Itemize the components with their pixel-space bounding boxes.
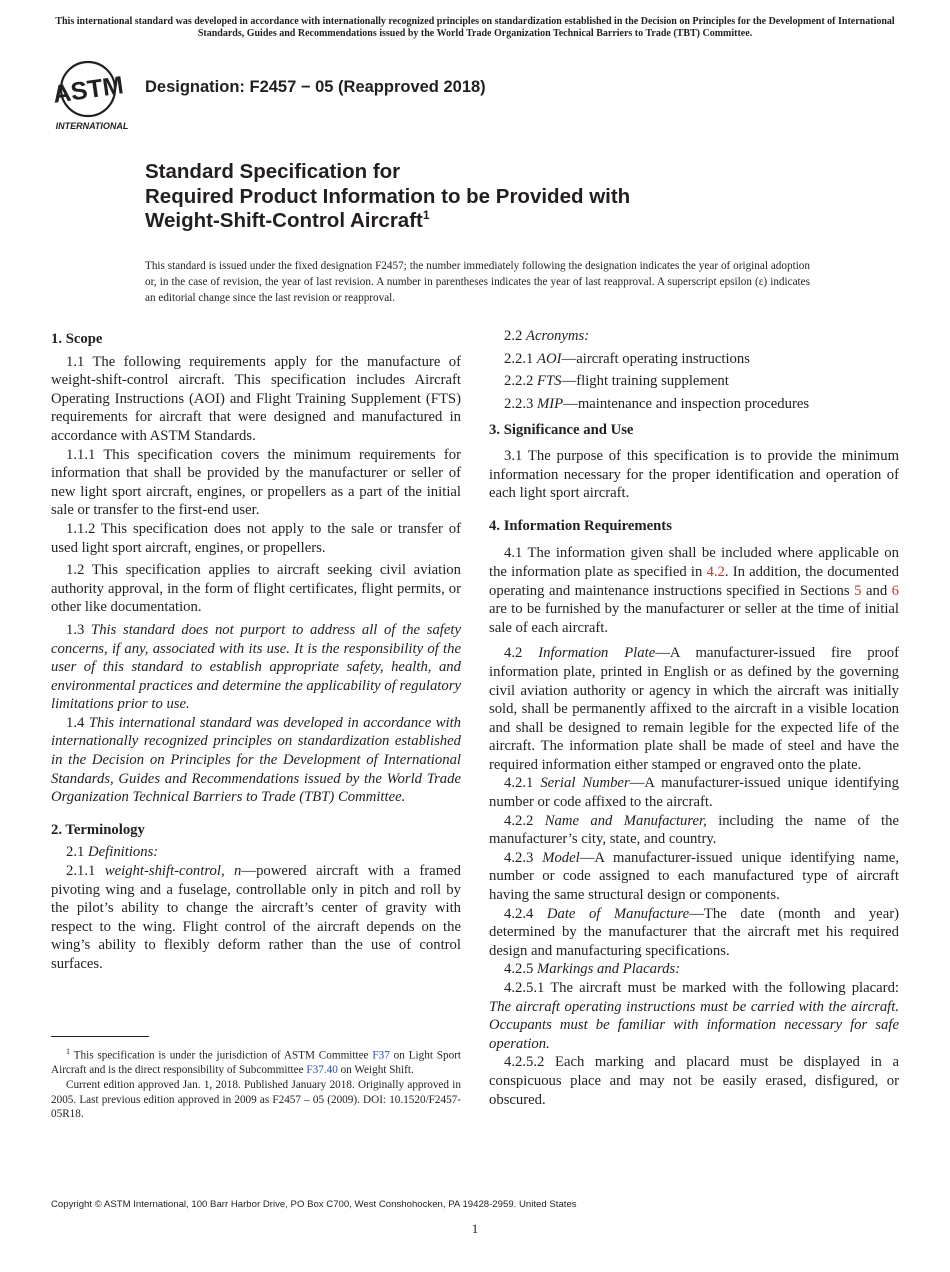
para-2-1: 2.1 Definitions: bbox=[66, 844, 159, 861]
para-1-1-2: 1.1.2 This specification does not apply to the sale or transfer of used light sport aircraft, engines, or propellers. bbox=[51, 520, 461, 556]
copyright-line: Copyright © ASTM International, 100 Barr Harbor Drive, PO Box C700, West Conshohocken, PA 19428-2959. United States bbox=[51, 1199, 577, 1210]
section-heading-significance: 3. Significance and Use bbox=[489, 422, 634, 439]
title-line-3: Weight-Shift-Control Aircraft bbox=[145, 209, 423, 232]
para-1-3: 1.3 This standard does not purport to address all of the safety concerns, if any, associated with its use. It is the responsibility of the user of this standard to establish appropriate safety, health, and environmental practices and determine the applicability of regulatory limitations prior to use. bbox=[51, 621, 462, 713]
para-2-2-1: 2.2.1 AOI—aircraft operating instructions bbox=[504, 350, 750, 367]
para-2-2: 2.2 Acronyms: bbox=[504, 328, 590, 344]
left-column bbox=[51, 330, 461, 974]
para-2-1-1: 2.1.1 weight-shift-control, n—powered aircraft with a framed pivoting wing and a fuselage, controllable only in pitch and roll by the pilot’s ability to change the aircraft’s center of gravity with respect to the wing. Flight control of the aircraft depends on the wing’s ability to flexibly deform rather than the use of control surfaces. bbox=[51, 863, 461, 972]
title-line-1: Standard Specification for bbox=[145, 160, 401, 183]
para-4-2-1: 4.2.1 Serial Number—A manufacturer-issued unique identifying number or code affixed to the aircraft. bbox=[489, 775, 899, 811]
subcommittee-link[interactable]: F37.40 bbox=[306, 1064, 338, 1077]
title-line-2: Required Product Information to be Provided with bbox=[145, 184, 631, 208]
para-3-1: 3.1 The purpose of this specification is to provide the minimum information necessary for the proper identification and operation of each light sport aircraft. bbox=[489, 447, 899, 502]
issue-note: This standard is issued under the fixed designation F2457; the number immediately following the designation indicates the year of original adoption or, in the case of revision, the year of last revision. A number in parentheses indicates the year of last reapproval. A superscript epsilon (ε) indicates an editorial change since the last revision or reapproval. bbox=[145, 260, 810, 304]
section-heading-information-requirements: 4. Information Requirements bbox=[489, 517, 672, 534]
footnote-1: $^1$ This specification is under the jurisdiction of ASTM Committee F37 on Light Sport Aircraft and is the direct responsibility of Subcommittee F37.40 on Weight Shift. bbox=[51, 1047, 462, 1077]
page-number: 1 bbox=[471, 1221, 479, 1236]
para-1-1: 1.1 The following requirements apply for the manufacture of weight-shift-control aircraft. This specification includes Aircraft Operating Instructions (AOI) and Flight Training Supplement (FTS) requirements for aircraft that were designed and manufactured in accordance with ASTM Standards. bbox=[51, 353, 461, 444]
para-2-2-2: 2.2.2 FTS—flight training supplement bbox=[504, 373, 729, 390]
astm-logo bbox=[52, 58, 136, 132]
para-4-2-3: 4.2.3 Model—A manufacturer-issued unique identifying name, number or code assigned to each manufactured type of aircraft having the same structural design or components. bbox=[489, 849, 899, 904]
title-footnote-mark[interactable]: 1 bbox=[422, 208, 430, 223]
para-4-2-5: 4.2.5 Markings and Placards: bbox=[504, 961, 681, 978]
para-1-4: 1.4 This international standard was developed in accordance with internationally recognized principles on standardization established in the Decision on Principles for the Development of International Standards, Guides and Recommendations issued by the World Trade Organization Technical Barriers to Trade (TBT) Committee. bbox=[51, 714, 461, 806]
para-1-1-1: 1.1.1 This specification covers the minimum requirements for information that shall be provided by the manufacturer or seller of new light sport aircraft, engines, or propellers as a part of the initial sale or transfer to the first-end user. bbox=[51, 446, 461, 519]
para-2-2-3: 2.2.3 MIP—maintenance and inspection procedures bbox=[504, 395, 810, 412]
para-4-2-4: 4.2.4 Date of Manufacture—The date (month and year) determined by the manufacturer that the aircraft met his required design and manufacturing specifications. bbox=[489, 905, 899, 959]
para-4-2: 4.2 Information Plate—A manufacturer-issued fire proof information plate, printed in English or as defined by the governing civil aviation authority or agency in which the aircraft was initially sold, shall be permanently affixed to the aircraft in a visible location and shall be designed to remain legible for the expected life of the aircraft. The information plate shall be made of steel and have the required information either stamped or engraved onto the plate. bbox=[489, 645, 900, 773]
para-4-2-5-2: 4.2.5.2 Each marking and placard must be displayed in a conspicuous place and may not be easily erased, disfigured, or obscured. bbox=[489, 1054, 899, 1108]
footnote-divider bbox=[51, 1036, 149, 1037]
committee-link[interactable]: F37 bbox=[372, 1049, 390, 1062]
footnotes bbox=[51, 1045, 461, 1122]
para-4-2-5-1: 4.2.5.1 The aircraft must be marked with the following placard: The aircraft operating instructions must be carried with the aircraft. Occupants must be familiar with information necessary for safe operation. bbox=[489, 980, 899, 1052]
ref-link-section-5[interactable]: 5 bbox=[854, 582, 862, 599]
para-4-2-2: 4.2.2 Name and Manufacturer, including the name of the manufacturer’s city, state, and country. bbox=[489, 812, 900, 848]
para-1-2: 1.2 This specification applies to aircraft seeking civil aviation authority approval, in the form of flight certificates, flight permits, or other like documentation. bbox=[51, 562, 461, 616]
logo-mark: ASTM bbox=[52, 71, 126, 109]
document-title bbox=[145, 160, 630, 234]
designation: Designation: F2457 − 05 (Reapproved 2018) bbox=[145, 78, 486, 96]
tbt-notice: This international standard was developed in accordance with internationally recognized principles on standardization established in the Decision on Principles for the Development of International Standards, Guides and Recommendations issued by the World Trade Organization Technical Barriers to Trade (TBT) Committee. bbox=[55, 16, 895, 39]
section-heading-terminology: 2. Terminology bbox=[51, 821, 145, 838]
right-column bbox=[489, 330, 899, 1109]
ref-link-4-2[interactable]: 4.2 bbox=[706, 563, 725, 580]
footnote-2: Current edition approved Jan. 1, 2018. Published January 2018. Originally approved in 2005. Last previous edition approved in 2009 as F2457 – 05 (2009). DOI: 10.1520/F2457-05R18. bbox=[51, 1078, 461, 1121]
para-4-1: 4.1 The information given shall be included where applicable on the information plate as specified in 4.2. In addition, the documented operating and maintenance instructions specified in Sections 5 and 6 are to be furnished by the manufacturer or seller at the time of initial sale of each aircraft. bbox=[489, 545, 900, 636]
ref-link-section-6[interactable]: 6 bbox=[891, 582, 900, 599]
logo-wordmark: INTERNATIONAL bbox=[55, 121, 129, 131]
section-heading-scope: 1. Scope bbox=[51, 331, 103, 347]
